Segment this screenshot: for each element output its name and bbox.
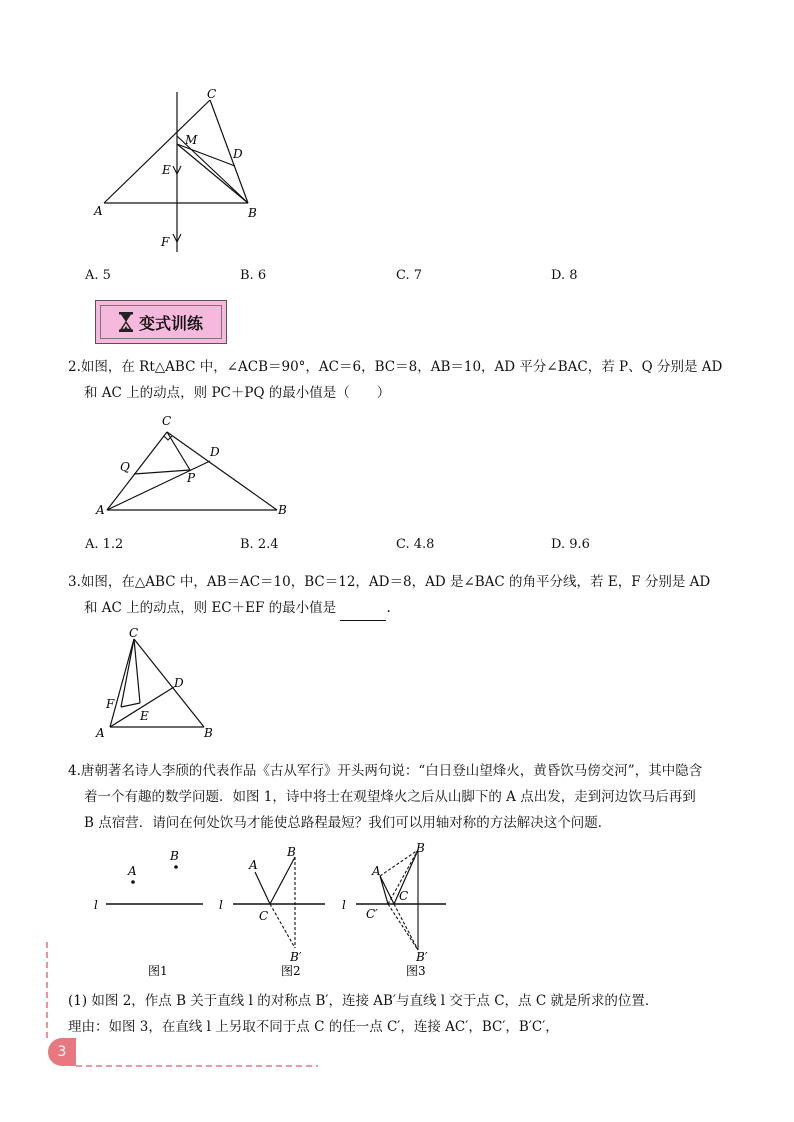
fig3-caption: 图3 bbox=[406, 964, 426, 978]
fig2-label-b: B bbox=[287, 845, 296, 859]
q4-sub1: (1) 如图 2，作点 B 关于直线 l 的对称点 B′，连接 AB′与直线 l 交于点 C，点 C 就是所求的位置． bbox=[68, 993, 659, 1009]
q4-text bbox=[68, 758, 748, 836]
q3-line1: 如图，在△ABC 中，AB＝AC＝10，BC＝12，AD＝8，AD 是∠BAC 的角平分线，若 E，F 分别是 AD bbox=[80, 574, 711, 590]
q3-label-c: C bbox=[129, 626, 139, 640]
fig2-caption: 图2 bbox=[281, 964, 301, 978]
q3-label-b: B bbox=[204, 726, 213, 740]
q1-option-b: B. 6 bbox=[240, 268, 267, 283]
q3-figure bbox=[92, 625, 222, 743]
q4-reason: 理由：如图 3，在直线 l 上另取不同于点 C 的任一点 C′，连接 AC′，BC′，B′C′， bbox=[68, 1019, 559, 1035]
q1-figure bbox=[90, 88, 270, 258]
q3-label-d: D bbox=[174, 676, 184, 690]
fig1-label-b: B bbox=[170, 849, 179, 863]
fig1-label-l: l bbox=[94, 898, 98, 912]
page-number: 3 bbox=[48, 1038, 76, 1066]
q2-label-c: C bbox=[162, 414, 172, 428]
q4-figure-3 bbox=[338, 838, 463, 982]
fig3-label-l: l bbox=[342, 898, 346, 912]
fig3-label-c: C bbox=[399, 889, 409, 903]
fig2-label-bp: B′ bbox=[290, 950, 302, 964]
fig3-label-b: B bbox=[416, 841, 425, 855]
q2-number: 2. bbox=[68, 359, 81, 375]
q2-option-b: B. 2.4 bbox=[240, 537, 279, 552]
q3-label-e: E bbox=[140, 709, 149, 723]
q3-answer-blank[interactable] bbox=[340, 606, 386, 621]
q4-line3: B 点宿营．请问在何处饮马才能使总路程最短？我们可以用轴对称的方法解决这个问题． bbox=[84, 815, 612, 831]
q2-label-b: B bbox=[278, 503, 287, 517]
q2-line2: 和 AC 上的动点，则 PC＋PQ 的最小值是（ ） bbox=[84, 385, 391, 401]
q2-option-d: D. 9.6 bbox=[551, 537, 590, 552]
q2-text bbox=[68, 354, 748, 406]
q3-label-a: A bbox=[96, 726, 105, 740]
q2-label-q: Q bbox=[120, 460, 130, 474]
q1-label-d: D bbox=[233, 147, 243, 161]
q3-label-f: F bbox=[106, 697, 115, 711]
q4-line2: 着一个有趣的数学问题．如图 1，诗中将士在观望烽火之后从山脚下的 A 点出发，走到河边饮马后再到 bbox=[84, 789, 696, 805]
page-corner-dashes bbox=[40, 940, 330, 1075]
q2-label-p: P bbox=[187, 471, 196, 485]
q3-number: 3. bbox=[68, 574, 81, 590]
q3-text bbox=[68, 569, 748, 621]
q1-option-c: C. 7 bbox=[396, 268, 423, 283]
q2-option-a: A. 1.2 bbox=[85, 537, 124, 552]
q1-option-d: D. 8 bbox=[551, 268, 578, 283]
q1-label-c: C bbox=[207, 88, 217, 101]
q1-label-e: E bbox=[162, 163, 171, 177]
q1-label-f: F bbox=[161, 235, 170, 249]
q1-label-b: B bbox=[248, 206, 257, 220]
q2-label-d: D bbox=[210, 445, 220, 459]
q3-line2: 和 AC 上的动点，则 EC＋EF 的最小值是 bbox=[84, 600, 337, 616]
q4-line1: 唐朝著名诗人李颀的代表作品《古从军行》开头两句说：“白日登山望烽火，黄昏饮马傍交河”，其中隐含 bbox=[80, 763, 703, 779]
fig3-label-bp: B′ bbox=[416, 950, 428, 964]
q1-label-m: M bbox=[185, 133, 198, 147]
q4-number: 4. bbox=[68, 763, 81, 779]
q3-line2-end: . bbox=[386, 600, 391, 616]
q1-label-a: A bbox=[94, 204, 103, 218]
fig1-caption: 图1 bbox=[148, 964, 168, 978]
hourglass-icon bbox=[119, 312, 133, 332]
q2-label-a: A bbox=[96, 503, 105, 517]
fig1-label-a: A bbox=[128, 864, 137, 878]
fig3-label-cp: C′ bbox=[366, 907, 378, 921]
q2-option-c: C. 4.8 bbox=[396, 537, 435, 552]
q1-option-a: A. 5 bbox=[85, 268, 111, 283]
fig2-label-c: C bbox=[259, 909, 269, 923]
q2-line1: 如图，在 Rt△ABC 中，∠ACB＝90°，AC＝6，BC＝8，AB＝10，AD 平分∠BAC，若 P、Q 分别是 AD bbox=[80, 359, 723, 375]
fig2-label-l: l bbox=[219, 898, 223, 912]
badge-title: 变式训练 bbox=[138, 313, 203, 333]
variant-training-badge bbox=[95, 300, 227, 344]
q2-figure bbox=[92, 410, 302, 522]
fig2-label-a: A bbox=[249, 858, 258, 872]
fig3-label-a: A bbox=[372, 864, 381, 878]
